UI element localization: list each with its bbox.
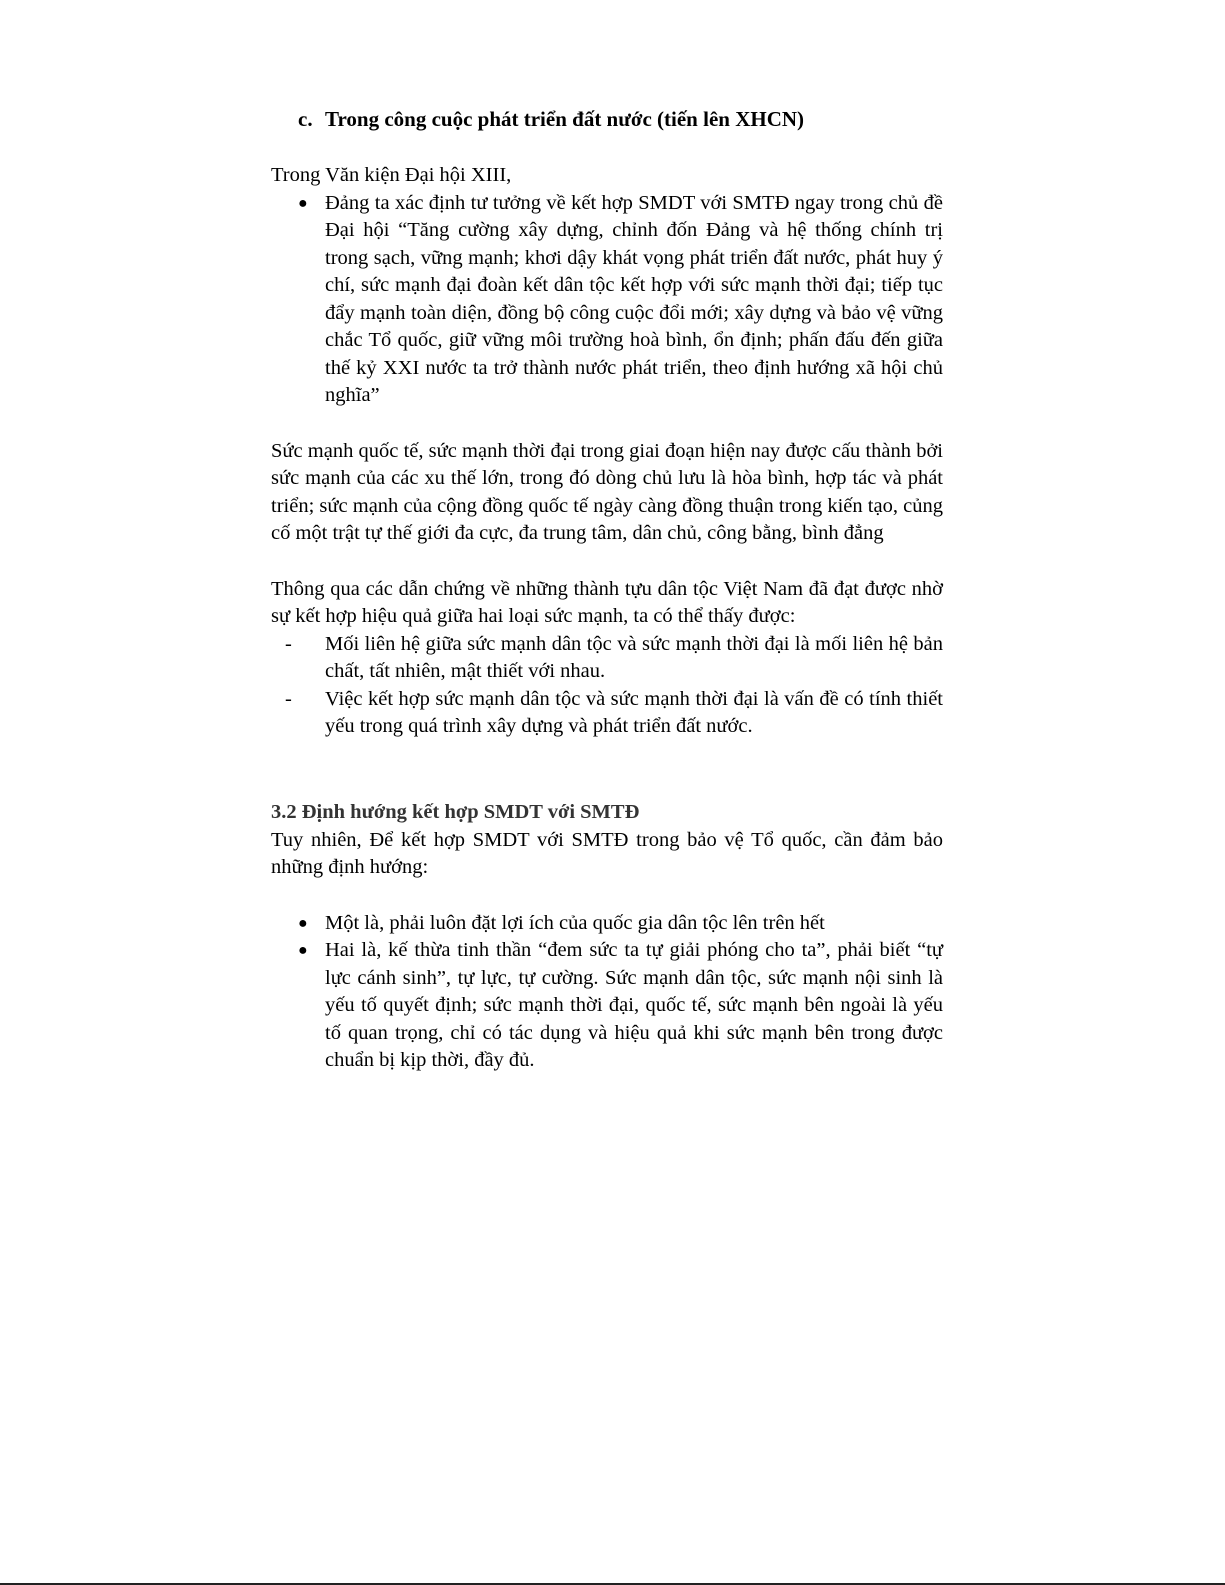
dash-marker: -: [285, 632, 292, 655]
paragraph-international-strength: Sức mạnh quốc tế, sức mạnh thời đại trong giai đoạn hiện nay được cấu thành bởi sức mạnh của các xu thế lớn, trong đó dòng chủ lưu là hòa bình, hợp tác và phát triển; sức mạnh của cộng đồng quốc tế ngày càng đồng thuận trong kiến tạo, củng cố một trật tự thế giới đa cực, đa trung tâm, dân chủ, công bằng, bình đẳng: [271, 439, 943, 544]
bullet-dot-icon: ●: [298, 914, 308, 932]
bullet-item-theme: [271, 190, 943, 410]
document-content: [271, 104, 943, 1075]
dash-list-item: [271, 686, 943, 741]
section-3-2-heading: 3.2 Định hướng kết hợp SMDT với SMTĐ: [271, 800, 640, 823]
dash-list-item: [271, 631, 943, 686]
paragraph-evidence: Thông qua các dẫn chứng về những thành tựu dân tộc Việt Nam đã đạt được nhờ sự kết hợp hiệu quả giữa hai loại sức mạnh, ta có thể thấy được:: [271, 577, 943, 627]
bullet-dot-icon: ●: [298, 194, 308, 212]
section-c-number: c.: [298, 107, 313, 131]
orientation-bullet-text: Một là, phải luôn đặt lợi ích của quốc gia dân tộc lên trên hết: [325, 911, 825, 934]
intro-line: Trong Văn kiện Đại hội XIII,: [271, 164, 512, 186]
section-c-title: Trong công cuộc phát triển đất nước (tiến lên XHCN): [325, 107, 805, 131]
orientation-bullet-item: [271, 937, 943, 1075]
dash-marker: -: [285, 687, 292, 710]
paragraph-orientation: Tuy nhiên, Để kết hợp SMDT với SMTĐ trong bảo vệ Tổ quốc, cần đảm bảo những định hướng:: [271, 828, 943, 878]
dash-list-item-text: Việc kết hợp sức mạnh dân tộc và sức mạnh thời đại là vấn đề có tính thiết yếu trong quá trình xây dựng và phát triển đất nước.: [325, 687, 943, 737]
section-c-heading: [298, 104, 943, 134]
orientation-bullet-item: [271, 910, 943, 938]
orientation-bullet-text: Hai là, kế thừa tinh thần “đem sức ta tự giải phóng cho ta”, phải biết “tự lực cánh sinh”, tự lực, tự cường. Sức mạnh dân tộc, sức mạnh nội sinh là yếu tố quyết định; sức mạnh thời đại, quốc tế, sức mạnh bên ngoài là yếu tố quan trọng, chỉ có tác dụng và hiệu quả khi sức mạnh bên trong được chuẩn bị kịp thời, đầy đủ.: [325, 939, 943, 1071]
bullet-dot-icon: ●: [298, 942, 308, 959]
dash-list-item-text: Mối liên hệ giữa sức mạnh dân tộc và sức mạnh thời đại là mối liên hệ bản chất, tất nhiên, mật thiết với nhau.: [325, 632, 943, 682]
bullet-item-text: Đảng ta xác định tư tưởng về kết hợp SMDT với SMTĐ ngay trong chủ đề Đại hội “Tăng cường xây dựng, chỉnh đốn Đảng và hệ thống chính trị trong sạch, vững mạnh; khơi dậy khát vọng phát triển đất nước, phát huy ý chí, sức mạnh đại đoàn kết dân tộc kết hợp với sức mạnh thời đại; tiếp tục đẩy mạnh toàn diện, đồng bộ công cuộc đổi mới; xây dựng và bảo vệ vững chắc Tổ quốc, giữ vững môi trường hoà bình, ổn định; phấn đấu đến giữa thế kỷ XXI nước ta trở thành nước phát triển, theo định hướng xã hội chủ nghĩa”: [325, 191, 943, 406]
